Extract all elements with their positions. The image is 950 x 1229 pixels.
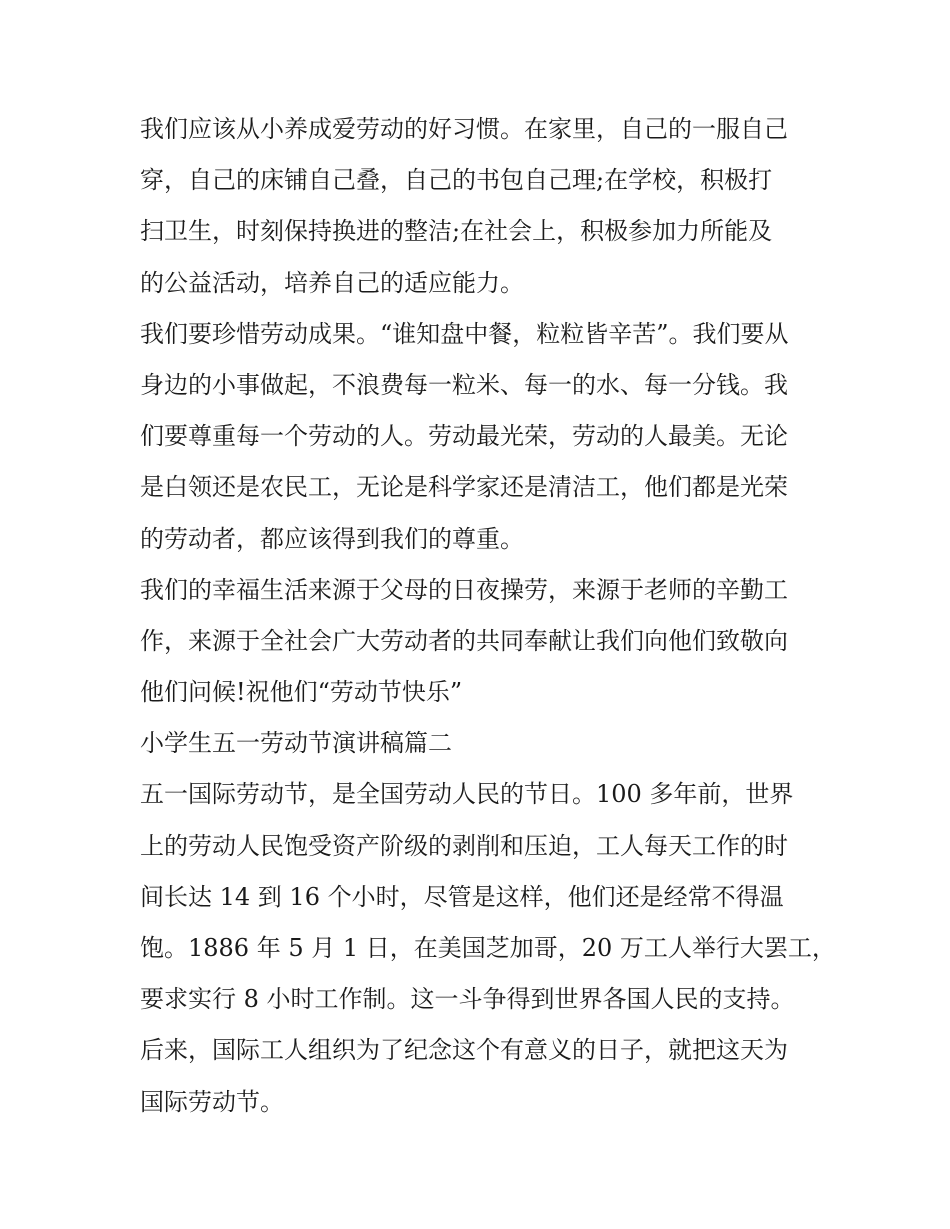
text-line: 要求实行 8 小时工作制。这一斗争得到世界各国人民的支持。 [140,985,795,1014]
text-line: 是白领还是农民工，无论是科学家还是清洁工，他们都是光荣 [140,473,788,502]
text-line: 穿，自己的床铺自己叠，自己的书包自己理;在学校，积极打 [140,166,773,195]
text-line: 他们问候!祝他们“劳动节快乐” [140,678,463,707]
text-line: 我们要珍惜劳动成果。“谁知盘中餐，粒粒皆辛苦”。我们要从 [140,319,789,348]
text-line: 我们应该从小养成爱劳动的好习惯。在家里，自己的一服自己 [140,115,788,143]
text-line: 间长达 14 到 16 个小时，尽管是这样，他们还是经常不得温 [140,882,784,911]
text-line: 们要尊重每一个劳动的人。劳动最光荣，劳动的人最美。无论 [140,422,788,451]
text-line: 身边的小事做起，不浪费每一粒米、每一的水、每一分钱。我 [140,370,788,399]
text-line: 五一国际劳动节，是全国劳动人民的节日。100 多年前，世界 [140,780,794,809]
text-line: 的公益活动，培养自己的适应能力。 [140,268,524,297]
text-line: 上的劳动人民饱受资产阶级的剥削和压迫，工人每天工作的时 [140,831,788,860]
text-line: 我们的幸福生活来源于父母的日夜操劳，来源于老师的辛勤工 [140,575,788,604]
paragraph-labor-habits [140,104,820,309]
text-line: 扫卫生，时刻保持换进的整洁;在社会上，积极参加力所能及 [140,217,773,246]
paragraph-labor-day-history [140,769,836,1127]
document-body [140,104,836,1128]
paragraph-gratitude [140,565,820,719]
section-heading: 小学生五一劳动节演讲稿篇二 [140,729,452,758]
text-line: 饱。1886 年 5 月 1 日，在美国芝加哥，20 万工人举行大罢工， [140,934,836,962]
text-line: 后来，国际工人组织为了纪念这个有意义的日子，就把这天为 [140,1036,788,1065]
text-line: 作，来源于全社会广大劳动者的共同奉献让我们向他们致敬向 [140,626,788,655]
text-line: 的劳动者，都应该得到我们的尊重。 [140,524,524,553]
text-line: 国际劳动节。 [140,1087,284,1116]
paragraph-cherish-labor [140,309,820,565]
